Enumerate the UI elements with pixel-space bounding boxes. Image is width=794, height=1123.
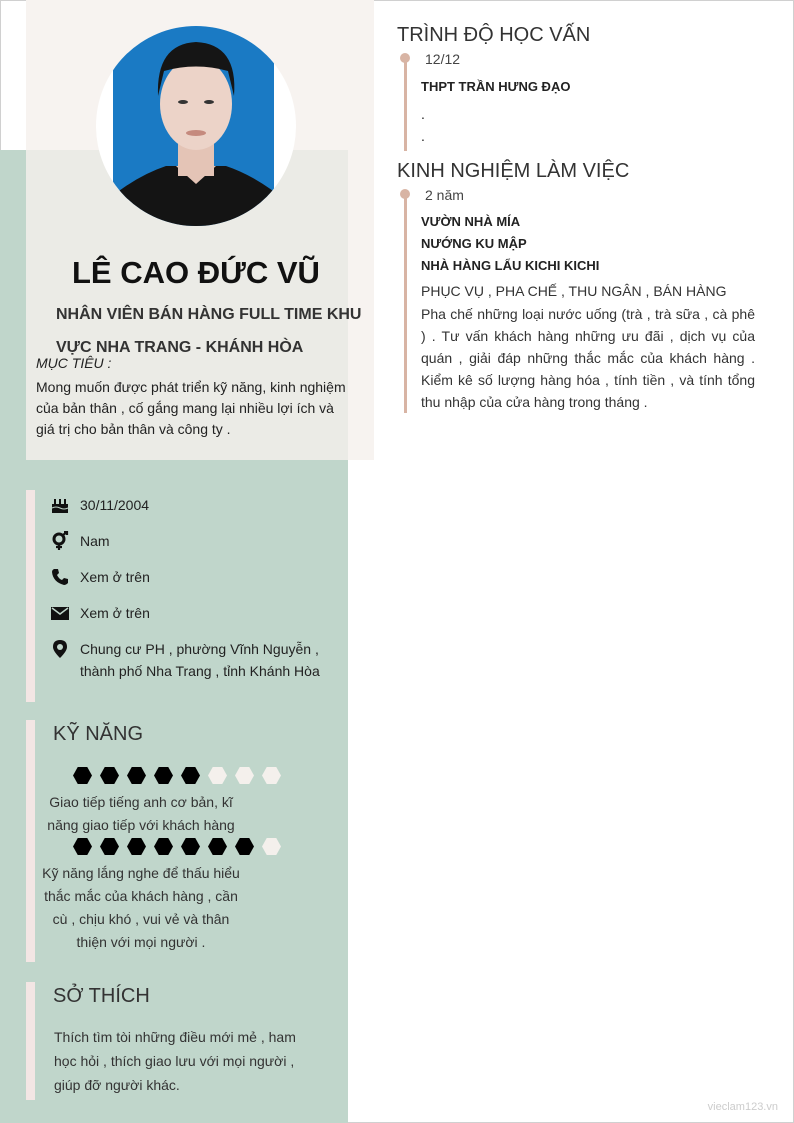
rating-hex-empty (262, 838, 281, 855)
rating-hex-filled (73, 838, 92, 855)
email-row (50, 602, 340, 624)
birthday: 30/11/2004 (80, 497, 150, 513)
job-title: NHÂN VIÊN BÁN HÀNG FULL TIME KHU VỰC NHA TRANG - KHÁNH HÒA (56, 306, 362, 356)
hobbies-bar (26, 982, 35, 1100)
skills-title: KỸ NĂNG (53, 723, 144, 745)
skill-description-1: Giao tiếp tiếng anh cơ bản, kĩ năng giao tiếp với khách hàng (47, 794, 235, 833)
info-bar (26, 490, 35, 702)
skills-bar (26, 720, 35, 962)
contact-info (50, 494, 340, 696)
rating-hex-filled (181, 767, 200, 784)
hobbies-title: SỞ THÍCH (53, 985, 150, 1007)
company-1: VƯỜN NHÀ MÍA (421, 214, 521, 229)
address-row (50, 638, 340, 682)
cake-icon (50, 495, 70, 515)
rating-hex-filled (154, 838, 173, 855)
education-school: THPT TRẦN HƯNG ĐẠO (421, 79, 571, 94)
skill-rating-2 (73, 838, 281, 855)
experience-title: KINH NGHIỆM LÀM VIỆC (397, 160, 630, 182)
location-pin-icon (50, 639, 70, 659)
rating-hex-filled (154, 767, 173, 784)
objective-label: MỤC TIÊU : (36, 355, 112, 371)
birthday-row (50, 494, 340, 516)
rating-hex-filled (181, 838, 200, 855)
email: Xem ở trên (80, 605, 150, 621)
timeline-dot (400, 189, 410, 199)
gender-icon (50, 531, 70, 551)
rating-hex-filled (100, 838, 119, 855)
hobbies-text: Thích tìm tòi những điều mới mẻ , ham học hỏi , thích giao lưu với mọi người , giúp đỡ người khác. (54, 1029, 296, 1093)
experience-period: 2 năm (425, 187, 464, 203)
education-period: 12/12 (425, 51, 461, 67)
objective-text: Mong muốn được phát triển kỹ năng, kinh nghiệm của bản thân , cố gắng mang lại nhiều lợi ích và giá trị cho bản thân và công ty . (36, 379, 346, 437)
timeline-dot (400, 53, 410, 63)
rating-hex-filled (127, 767, 146, 784)
phone-icon (50, 567, 70, 587)
gender: Nam (80, 533, 110, 549)
address: Chung cư PH , phường Vĩnh Nguyễn , thành phố Nha Trang , tỉnh Khánh Hòa (80, 641, 320, 679)
skill-description-2: Kỹ năng lắng nghe để thấu hiểu thắc mắc của khách hàng , cần cù , chịu khó , vui vẻ và thân thiện với mọi người . (42, 865, 240, 950)
rating-hex-empty (235, 767, 254, 784)
experience-roles: PHỤC VỤ , PHA CHẾ , THU NGÂN , BÁN HÀNG (421, 283, 727, 299)
company-3: NHÀ HÀNG LẨU KICHI KICHI (421, 258, 600, 273)
rating-hex-empty (208, 767, 227, 784)
rating-hex-filled (73, 767, 92, 784)
rating-hex-empty (262, 767, 281, 784)
mail-icon (50, 603, 70, 623)
rating-hex-filled (208, 838, 227, 855)
rating-hex-filled (127, 838, 146, 855)
education-title: TRÌNH ĐỘ HỌC VẤN (397, 24, 591, 46)
watermark: vieclam123.vn (707, 1101, 778, 1113)
experience-timeline (404, 193, 407, 413)
rating-hex-filled (235, 838, 254, 855)
phone-row (50, 566, 340, 588)
phone: Xem ở trên (80, 569, 150, 585)
experience-description: Pha chế những loại nước uống (trà , trà sữa , cà phê ) . Tư vấn khách hàng những ưu đãi , dịch vụ của quán , giải đáp những thắc mắc của khách hàng . Kiểm kê số lượng hàng hóa , tính tiền , và tính tổng thu nhập của cửa hàng trong tháng . (421, 306, 755, 410)
education-timeline (404, 57, 407, 151)
education-line-2: . (421, 128, 425, 144)
avatar (96, 26, 296, 226)
gender-row (50, 530, 340, 552)
candidate-name: LÊ CAO ĐỨC VŨ (72, 255, 320, 290)
skill-rating-1 (73, 767, 281, 784)
rating-hex-filled (100, 767, 119, 784)
education-line-1: . (421, 106, 425, 122)
company-2: NƯỚNG KU MẬP (421, 236, 527, 251)
